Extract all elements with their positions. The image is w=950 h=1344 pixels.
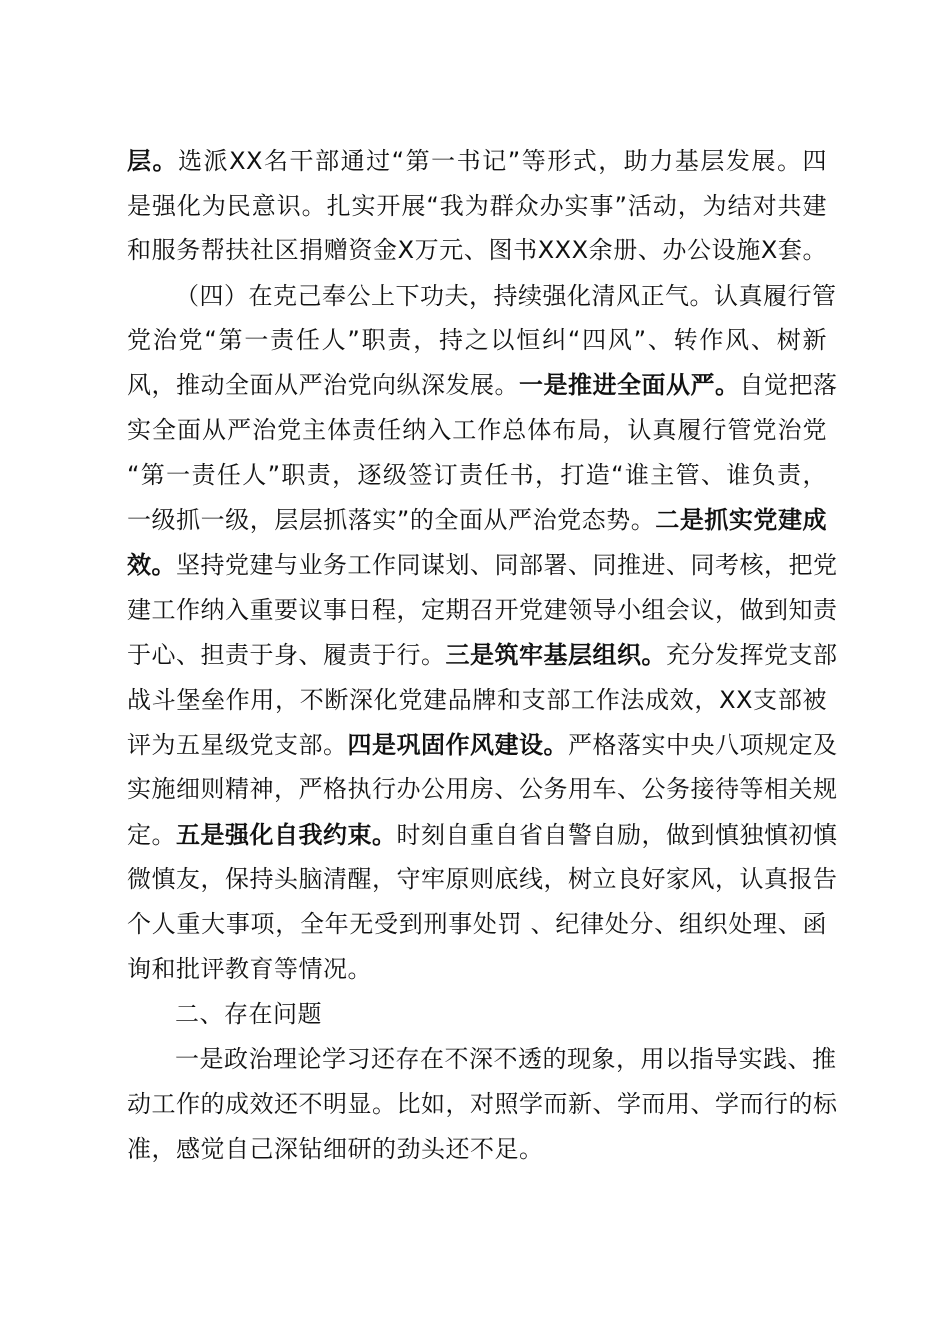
text-run: 一级抓一级，层层抓落实”的全面从严治党态势。: [127, 506, 656, 534]
text-line: [127, 191, 827, 221]
text-run: 战斗堡垒作用，不断深化党建品牌和支部工作法成效，XX支部被: [127, 686, 827, 714]
text-line: [127, 505, 827, 535]
text-run: “第一责任人”职责，逐级签订责任书，打造“谁主管、谁负责，: [127, 461, 827, 489]
bold-run: 三是筑牢基层组织。: [445, 641, 666, 669]
text-run: 充分发挥党支部: [666, 641, 838, 669]
text-line: [127, 864, 838, 894]
text-run: 选派XX名干部通过“第一书记”等形式，助力基层发展。四: [178, 147, 828, 175]
text-line: [127, 550, 838, 580]
text-run: 实全面从严治党主体责任纳入工作总体布局，认真履行管党治党: [127, 416, 827, 444]
text-run: 坚持党建与业务工作同谋划、同部署、同推进、同考核，把党: [176, 551, 838, 579]
text-line: [127, 954, 827, 984]
text-line: [127, 909, 827, 939]
text-run: 评为五星级党支部。: [127, 731, 348, 759]
text-line: [127, 595, 838, 625]
text-run: 建工作纳入重要议事日程，定期召开党建领导小组会议，做到知责: [127, 596, 838, 624]
text-run: 询和批评教育等情况。: [127, 955, 372, 983]
text-run: 一是政治理论学习还存在不深不透的现象，用以指导实践、推: [175, 1045, 837, 1073]
text-line: [127, 774, 838, 804]
text-line: [127, 685, 827, 715]
text-line: [127, 1089, 838, 1119]
bold-run: 二是抓实党建成: [655, 506, 828, 534]
text-line: [175, 1044, 837, 1074]
text-run: 于心、担责于身、履责于行。: [127, 641, 446, 669]
bold-run: 四是巩固作风建设。: [347, 731, 568, 759]
text-run: 微慎友，保持头脑清醒，守牢原则底线，树立良好家风，认真报告: [127, 865, 838, 893]
text-run: 二、存在问题: [175, 1000, 322, 1028]
text-run: 和服务帮扶社区捐赠资金X万元、图书XXX余册、办公设施X套。: [127, 236, 827, 264]
text-run: 实施细则精神，严格执行办公用房、公务用车、公务接待等相关规: [127, 775, 838, 803]
text-run: 风，推动全面从严治党向纵深发展。: [127, 371, 519, 399]
text-run: 严格落实中央八项规定及: [568, 731, 838, 759]
text-run: （四）在克己奉公上下功夫，持续强化清风正气。认真履行管: [175, 282, 837, 310]
bold-run: 效。: [127, 551, 176, 579]
text-run: 时刻自重自省自警自励，做到慎独慎初慎: [396, 821, 838, 849]
bold-run: 层。: [127, 147, 179, 175]
text-run: 准，感觉自己深钻细研的劲头还不足。: [127, 1135, 544, 1163]
text-line: [127, 415, 827, 445]
text-run: 自觉把落: [739, 371, 838, 399]
bold-run: 一是推进全面从严。: [519, 371, 740, 399]
text-run: 动工作的成效还不明显。比如，对照学而新、学而用、学而行的标: [127, 1090, 838, 1118]
text-line: [127, 640, 838, 670]
text-line: [127, 146, 827, 176]
text-run: 个人重大事项，全年无受到刑事处罚 、纪律处分、组织处理、函: [127, 910, 827, 938]
text-run: 是强化为民意识。扎实开展“我为群众办实事”活动，为结对共建: [127, 192, 827, 220]
text-run: 定。: [127, 821, 176, 849]
text-line: [127, 325, 827, 355]
text-line: [127, 730, 838, 760]
text-line: [175, 281, 837, 311]
text-line: [127, 460, 827, 490]
text-line: [127, 370, 838, 400]
text-line: [127, 1134, 827, 1164]
text-line: [127, 235, 827, 265]
text-line: [175, 999, 827, 1029]
bold-run: 五是强化自我约束。: [176, 821, 397, 849]
text-run: 党治党“第一责任人”职责，持之以恒纠“四风”、转作风、树新: [127, 326, 827, 354]
text-line: [127, 820, 838, 850]
